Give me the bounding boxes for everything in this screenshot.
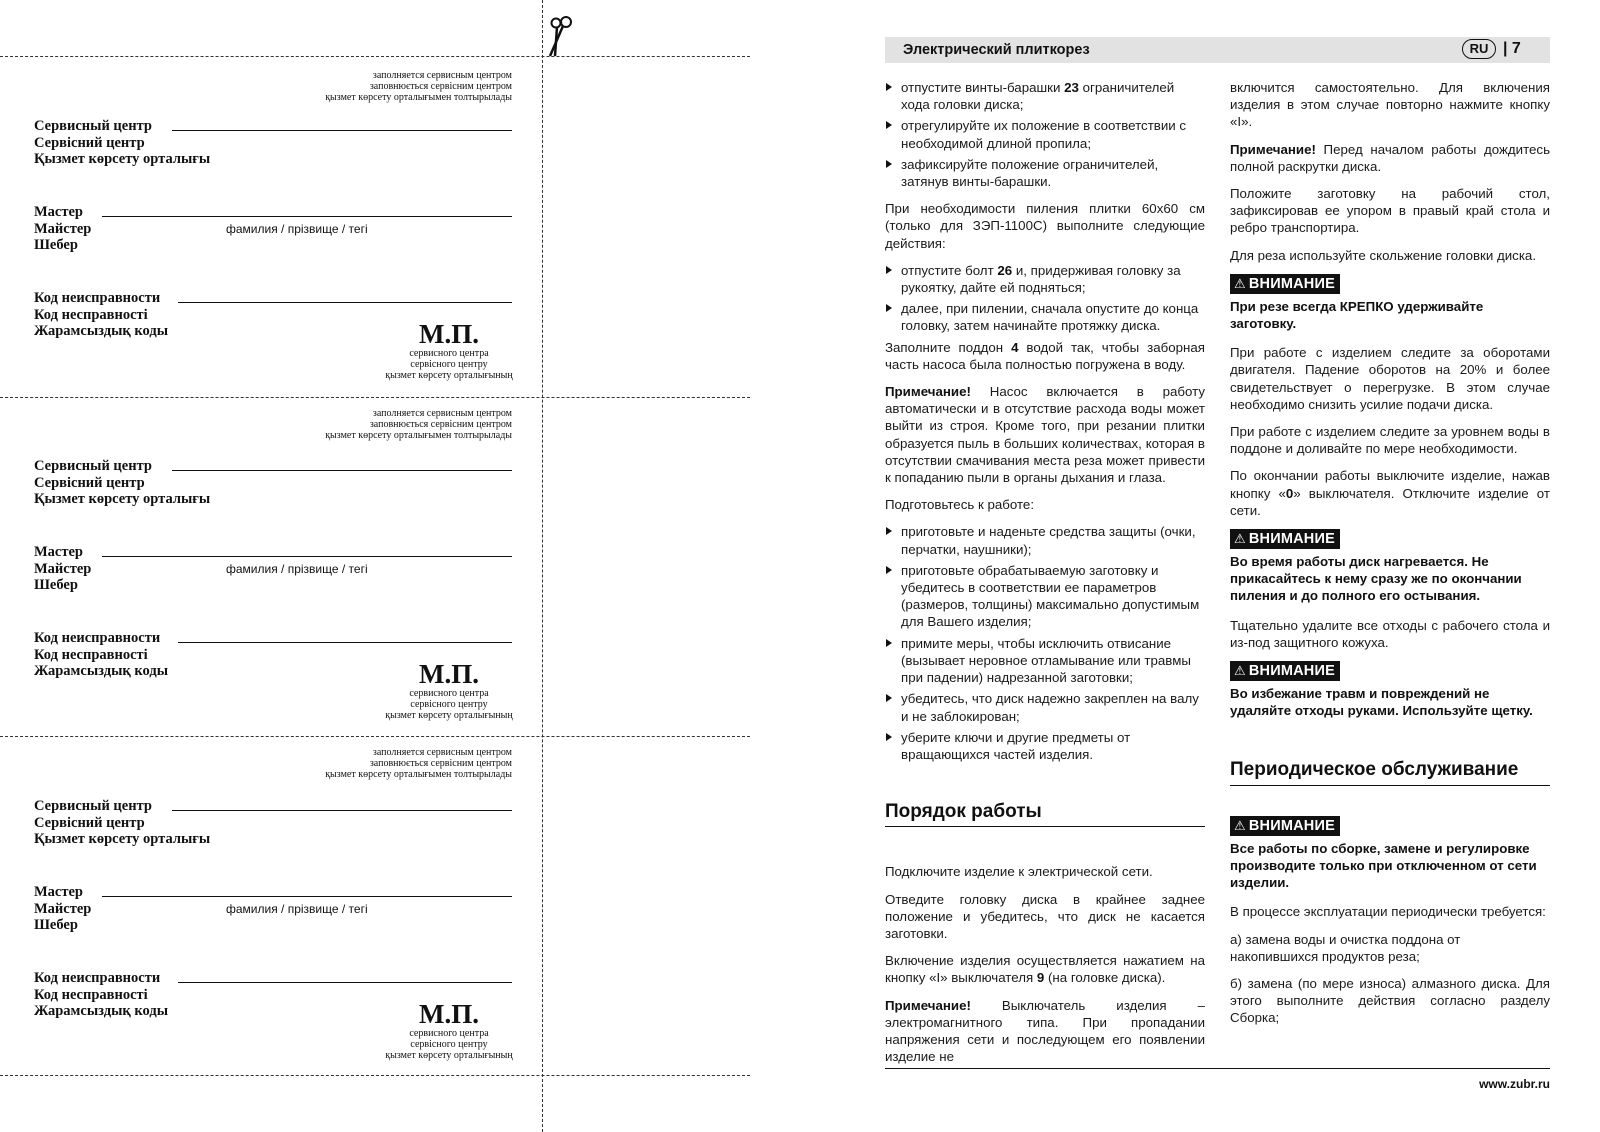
warranty-coupon-2 <box>0 399 540 731</box>
warning-icon: ⚠ <box>1234 663 1246 679</box>
stamp-place: М.П. сервисного центра сервісного центру қызмет көрсету орталығының <box>385 659 513 721</box>
paragraph: б) замена (по мере износа) алмазного диска. Для этого выполните действия согласно разделу Сборка; <box>1230 975 1550 1026</box>
paragraph: а) замена воды и очистка поддона от накопившихся продуктов реза; <box>1230 931 1461 964</box>
list-item: уберите ключи и другие предметы от вращающихся частей изделия. <box>885 729 1205 763</box>
warning-icon: ⚠ <box>1234 275 1246 291</box>
fault-code-label: Код неисправности Код несправності Жарамсыздық коды <box>34 630 169 679</box>
master-label: Мастер Майстер Шебер <box>34 204 92 253</box>
paragraph: По окончании работы выключите изделие, нажав кнопку «0» выключателя. Отключите изделие от сети. <box>1230 468 1550 518</box>
vertical-cut-line <box>542 0 543 1132</box>
paragraph: Подключите изделие к электрической сети. <box>885 864 1153 880</box>
horizontal-cut-line <box>0 397 750 398</box>
warning-text: Все работы по сборке, замене и регулировке производите только при отключенном от сети изделии. <box>1230 840 1537 891</box>
paragraph: Включение изделия осуществляется нажатием на кнопку «I» выключателя 9 (на головке диска). <box>885 953 1205 986</box>
paragraph: включится самостоятельно. Для включения изделия в этом случае повторно нажмите кнопку «I». <box>1230 80 1550 130</box>
master-field[interactable] <box>102 896 512 897</box>
note-paragraph: Примечание! Выключатель изделия – электромагнитного типа. При пропадании напряжения сети и последующем его появлении изделие не <box>885 997 1205 1065</box>
page-title: Электрический плиткорез <box>903 42 1090 58</box>
paragraph: Для реза используйте скольжение головки диска. <box>1230 247 1537 263</box>
note-paragraph: Примечание! Насос включается в работу автоматически и в отсутствие расхода воды может выйти из строя. Кроме того, при резании плитки образуется пыль в больших количествах, которая в отсутствии смачивания места реза может привести к попаданию пыли в органы дыхания и глаза. <box>885 384 1205 486</box>
warning-badge: ⚠ ВНИМАНИЕ <box>1230 661 1340 681</box>
section-heading-work: Порядок работы <box>885 803 1205 827</box>
footer-rule <box>885 1068 1550 1069</box>
fault-code-field[interactable] <box>178 982 512 983</box>
fill-note: заполняется сервисным центром заповнюється сервісним центром қызмет көрсету орталығымен толтырылады <box>325 747 512 780</box>
paragraph: Подготовьтесь к работе: <box>885 497 1035 513</box>
warning-badge: ⚠ ВНИМАНИЕ <box>1230 816 1340 836</box>
service-center-label: Сервисный центр Сервісний центр Қызмет көрсету орталығы <box>34 458 211 507</box>
horizontal-cut-line <box>0 56 750 57</box>
fault-code-label: Код неисправности Код несправності Жарамсыздық коды <box>34 970 169 1019</box>
list-item: приготовьте обрабатываемую заготовку и убедитесь в соответствии ее параметров (размеров, толщины) максимально допустимым для Вашего изделия; <box>885 562 1205 631</box>
page-number: | 7 <box>1503 40 1521 57</box>
warning-icon: ⚠ <box>1234 531 1246 547</box>
text-column-left <box>885 79 1205 1075</box>
horizontal-cut-line <box>0 736 750 737</box>
paragraph: При необходимости пиления плитки 60х60 см (только для ЗЭП-1100С) выполните следующие действия: <box>885 201 1205 251</box>
fill-note: заполняется сервисным центром заповнюється сервісним центром қызмет көрсету орталығымен толтырылады <box>325 408 512 441</box>
paragraph: Тщательно удалите все отходы с рабочего стола и из-под защитного кожуха. <box>1230 617 1550 650</box>
master-hint: фамилия / прізвище / тегі <box>226 902 368 916</box>
master-field[interactable] <box>102 216 512 217</box>
fault-code-field[interactable] <box>178 302 512 303</box>
service-center-label: Сервисный центр Сервісний центр Қызмет көрсету орталығы <box>34 118 211 167</box>
service-center-field[interactable] <box>172 130 512 131</box>
list-item: далее, при пилении, сначала опустите до конца головку, затем начинайте протяжку диска. <box>885 300 1205 334</box>
service-center-label: Сервисный центр Сервісний центр Қызмет көрсету орталығы <box>34 798 211 847</box>
warranty-coupon-3 <box>0 738 540 1070</box>
paragraph: В процессе эксплуатации периодически требуется: <box>1230 904 1546 920</box>
master-label: Мастер Майстер Шебер <box>34 884 92 933</box>
fill-note: заполняется сервисным центром заповнюється сервісним центром қызмет көрсету орталығымен толтырылады <box>325 70 512 103</box>
warning-text: При резе всегда КРЕПКО удерживайте заготовку. <box>1230 298 1484 332</box>
warranty-coupon-1 <box>0 58 540 390</box>
paragraph: Заполните поддон 4 водой так, чтобы заборная часть насоса была полностью погружена в воду. <box>885 339 1205 372</box>
list-item: примите меры, чтобы исключить отвисание (вызывает неровное отламывание или травмы при падении) надрезанной заготовки; <box>885 635 1205 687</box>
master-label: Мастер Майстер Шебер <box>34 544 92 593</box>
list-item: зафиксируйте положение ограничителей, затянув винты-барашки. <box>885 156 1205 190</box>
paragraph: Положите заготовку на рабочий стол, зафиксировав ее упором в правый край стола и ребро транспортира. <box>1230 186 1550 236</box>
paragraph: Отведите головку диска в крайнее заднее положение и убедитесь, что диск не касается заготовки. <box>885 891 1205 941</box>
master-hint: фамилия / прізвище / тегі <box>226 222 368 236</box>
warning-badge: ⚠ ВНИМАНИЕ <box>1230 529 1340 549</box>
service-center-field[interactable] <box>172 470 512 471</box>
note-paragraph: Примечание! Перед началом работы дождитесь полной раскрутки диска. <box>1230 141 1550 174</box>
stamp-place: М.П. сервисного центра сервісного центру қызмет көрсету орталығының <box>385 999 513 1061</box>
warning-text: Во избежание травм и повреждений не удаляйте отходы руками. Используйте щетку. <box>1230 686 1533 719</box>
warning-badge: ⚠ ВНИМАНИЕ <box>1230 274 1340 294</box>
list-item: убедитесь, что диск надежно закреплен на валу и не заблокирован; <box>885 690 1205 724</box>
paragraph: При работе с изделием следите за оборотами двигателя. Падение оборотов на 20% и более свидетельствует о перегрузке. В этом случае необходимо снизить усилие подачи диска. <box>1230 345 1550 412</box>
horizontal-cut-line <box>0 1075 750 1076</box>
scissors-icon <box>544 14 578 58</box>
text-column-right <box>1230 79 1550 1037</box>
list-item: отпустите болт 26 и, придерживая головку за рукоятку, дайте ей подняться; <box>885 262 1205 296</box>
warning-text: Во время работы диск нагревается. Не прикасайтесь к нему сразу же по окончании пиления и до полного его остывания. <box>1230 554 1522 604</box>
list-item: отпустите винты-барашки 23 ограничителей хода головки диска; <box>885 79 1205 113</box>
paragraph: При работе с изделием следите за уровнем воды в поддоне и доливайте по мере необходимости. <box>1230 424 1550 457</box>
section-heading-maintenance: Периодическое обслуживание <box>1230 761 1550 785</box>
service-center-field[interactable] <box>172 810 512 811</box>
master-hint: фамилия / прізвище / тегі <box>226 562 368 576</box>
fault-code-field[interactable] <box>178 642 512 643</box>
master-field[interactable] <box>102 556 512 557</box>
warning-icon: ⚠ <box>1234 817 1246 833</box>
list-item: приготовьте и наденьте средства защиты (очки, перчатки, наушники); <box>885 523 1205 557</box>
page-header <box>885 37 1550 63</box>
fault-code-label: Код неисправности Код несправності Жарамсыздық коды <box>34 290 169 339</box>
stamp-place: М.П. сервисного центра сервісного центру қызмет көрсету орталығының <box>385 319 513 381</box>
language-badge: RU <box>1462 39 1496 59</box>
footer-url[interactable]: www.zubr.ru <box>1479 1077 1550 1091</box>
list-item: отрегулируйте их положение в соответствии с необходимой длиной пропила; <box>885 117 1205 151</box>
